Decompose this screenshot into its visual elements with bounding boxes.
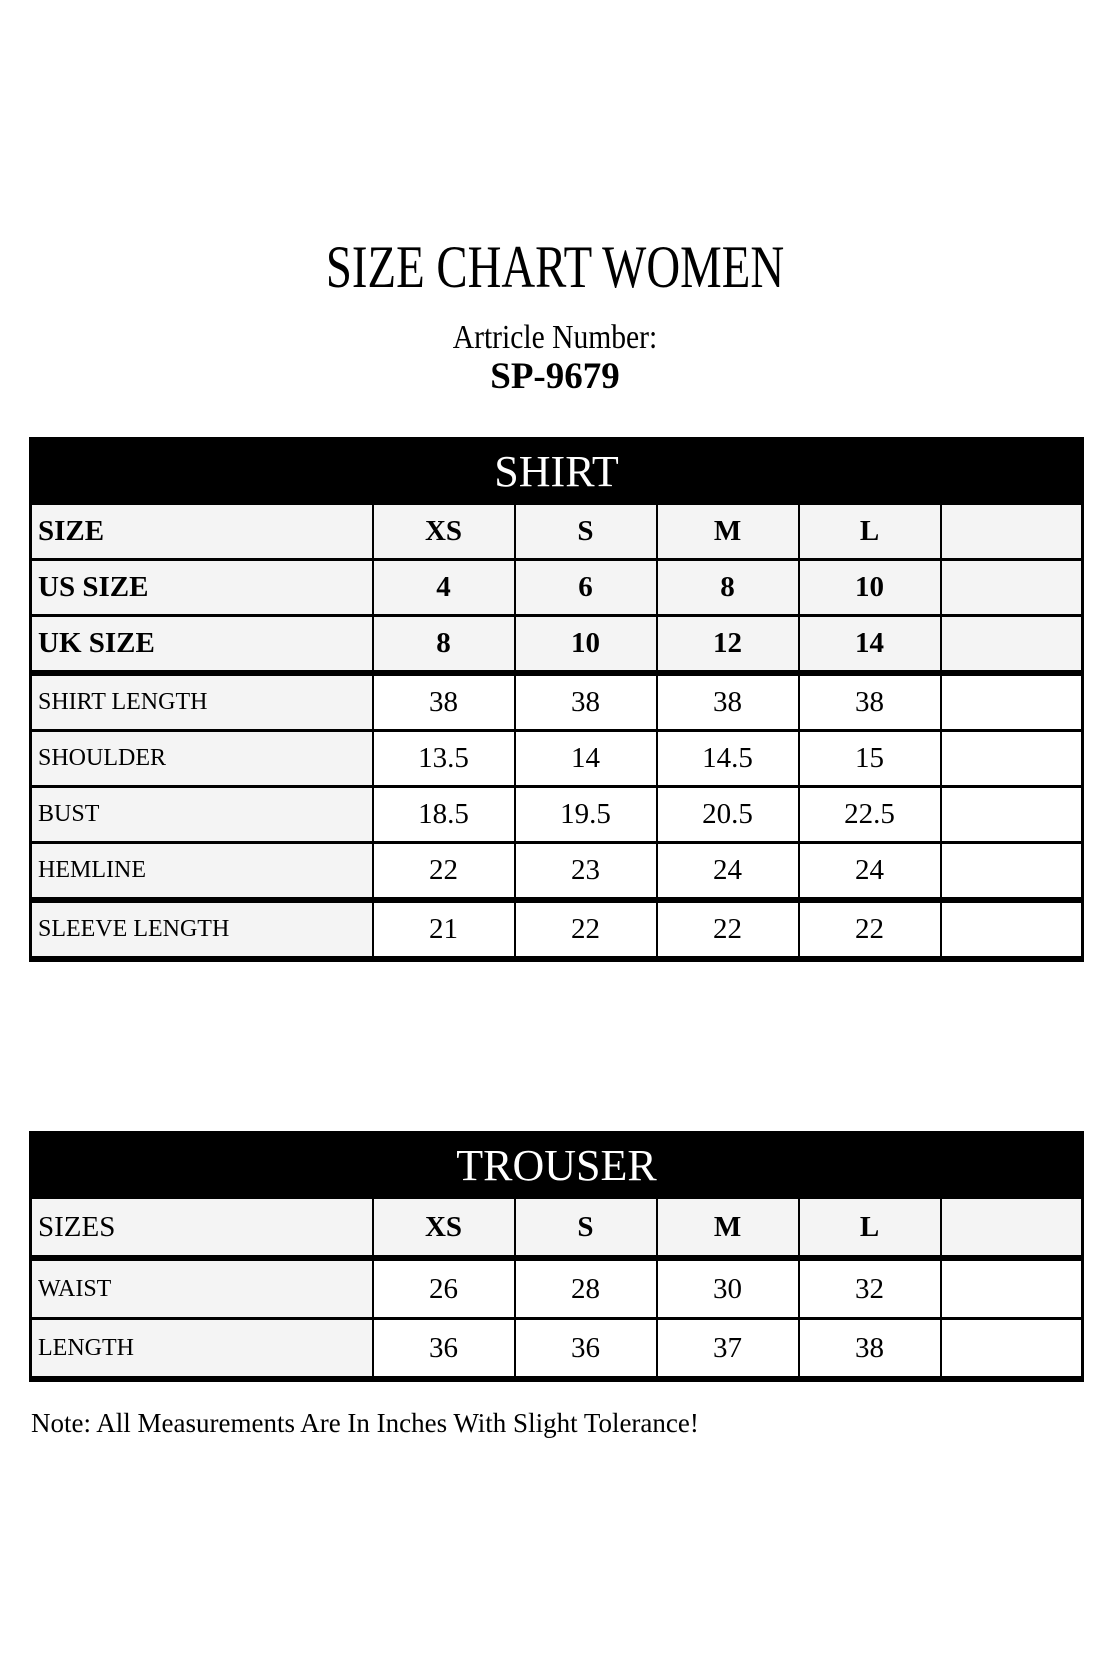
empty-cell [941,1198,1083,1259]
value-cell: 36 [515,1319,657,1380]
value-cell: 26 [373,1258,515,1319]
value-cell: 14 [799,616,941,674]
row-label: US SIZE [31,560,373,616]
value-cell: M [657,1198,799,1259]
empty-cell [941,1319,1083,1380]
value-cell: 20.5 [657,787,799,843]
row-label: SHOULDER [31,731,373,787]
value-cell: 24 [657,843,799,901]
shirt-table-title: SHIRT [31,439,1083,504]
value-cell: 12 [657,616,799,674]
article-number-label: Artricle Number: [452,319,658,356]
shirt-row-hemline [31,843,1083,901]
page-title: SIZE CHART WOMEN [325,234,785,300]
value-cell: L [799,1198,941,1259]
value-cell: 21 [373,900,515,959]
empty-cell [941,843,1083,901]
value-cell: 14 [515,731,657,787]
value-cell: 22 [515,900,657,959]
value-cell: 10 [515,616,657,674]
empty-cell [941,731,1083,787]
value-cell: 38 [799,673,941,731]
value-cell: 28 [515,1258,657,1319]
trouser-size-table [29,1131,1084,1382]
value-cell: 18.5 [373,787,515,843]
shirt-size-table [29,437,1084,962]
value-cell: 32 [799,1258,941,1319]
trouser-table-title: TROUSER [31,1133,1083,1198]
value-cell: S [515,1198,657,1259]
value-cell: 38 [657,673,799,731]
value-cell: 8 [657,560,799,616]
value-cell: 22 [657,900,799,959]
value-cell: 6 [515,560,657,616]
shirt-row-us-size [31,560,1083,616]
value-cell: M [657,504,799,560]
value-cell: 24 [799,843,941,901]
empty-cell [941,616,1083,674]
row-label: UK SIZE [31,616,373,674]
article-number-value: SP-9679 [490,356,620,397]
value-cell: XS [373,1198,515,1259]
empty-cell [941,900,1083,959]
empty-cell [941,560,1083,616]
value-cell: 22 [799,900,941,959]
row-label: BUST [31,787,373,843]
row-label: HEMLINE [31,843,373,901]
value-cell: 38 [515,673,657,731]
shirt-row-sleeve-length [31,900,1083,959]
value-cell: 14.5 [657,731,799,787]
empty-cell [941,504,1083,560]
row-label: LENGTH [31,1319,373,1380]
value-cell: 22 [373,843,515,901]
value-cell: 36 [373,1319,515,1380]
row-label: SIZE [31,504,373,560]
value-cell: 13.5 [373,731,515,787]
value-cell: 4 [373,560,515,616]
trouser-table-header-row [31,1133,1083,1198]
shirt-row-uk-size [31,616,1083,674]
row-label: SHIRT LENGTH [31,673,373,731]
value-cell: 30 [657,1258,799,1319]
value-cell: XS [373,504,515,560]
row-label: SLEEVE LENGTH [31,900,373,959]
empty-cell [941,673,1083,731]
value-cell: S [515,504,657,560]
value-cell: 8 [373,616,515,674]
shirt-row-shoulder [31,731,1083,787]
value-cell: 37 [657,1319,799,1380]
trouser-row-length [31,1319,1083,1380]
value-cell: 10 [799,560,941,616]
trouser-row-sizes [31,1198,1083,1259]
row-label: WAIST [31,1258,373,1319]
value-cell: 38 [799,1319,941,1380]
row-label: SIZES [31,1198,373,1259]
value-cell: 38 [373,673,515,731]
shirt-row-size [31,504,1083,560]
value-cell: L [799,504,941,560]
empty-cell [941,1258,1083,1319]
empty-cell [941,787,1083,843]
value-cell: 23 [515,843,657,901]
value-cell: 22.5 [799,787,941,843]
value-cell: 15 [799,731,941,787]
trouser-row-waist [31,1258,1083,1319]
shirt-row-shirt-length [31,673,1083,731]
shirt-row-bust [31,787,1083,843]
measurement-note: Note: All Measurements Are In Inches With Slight Tolerance! [31,1408,699,1438]
shirt-table-header-row [31,439,1083,504]
value-cell: 19.5 [515,787,657,843]
